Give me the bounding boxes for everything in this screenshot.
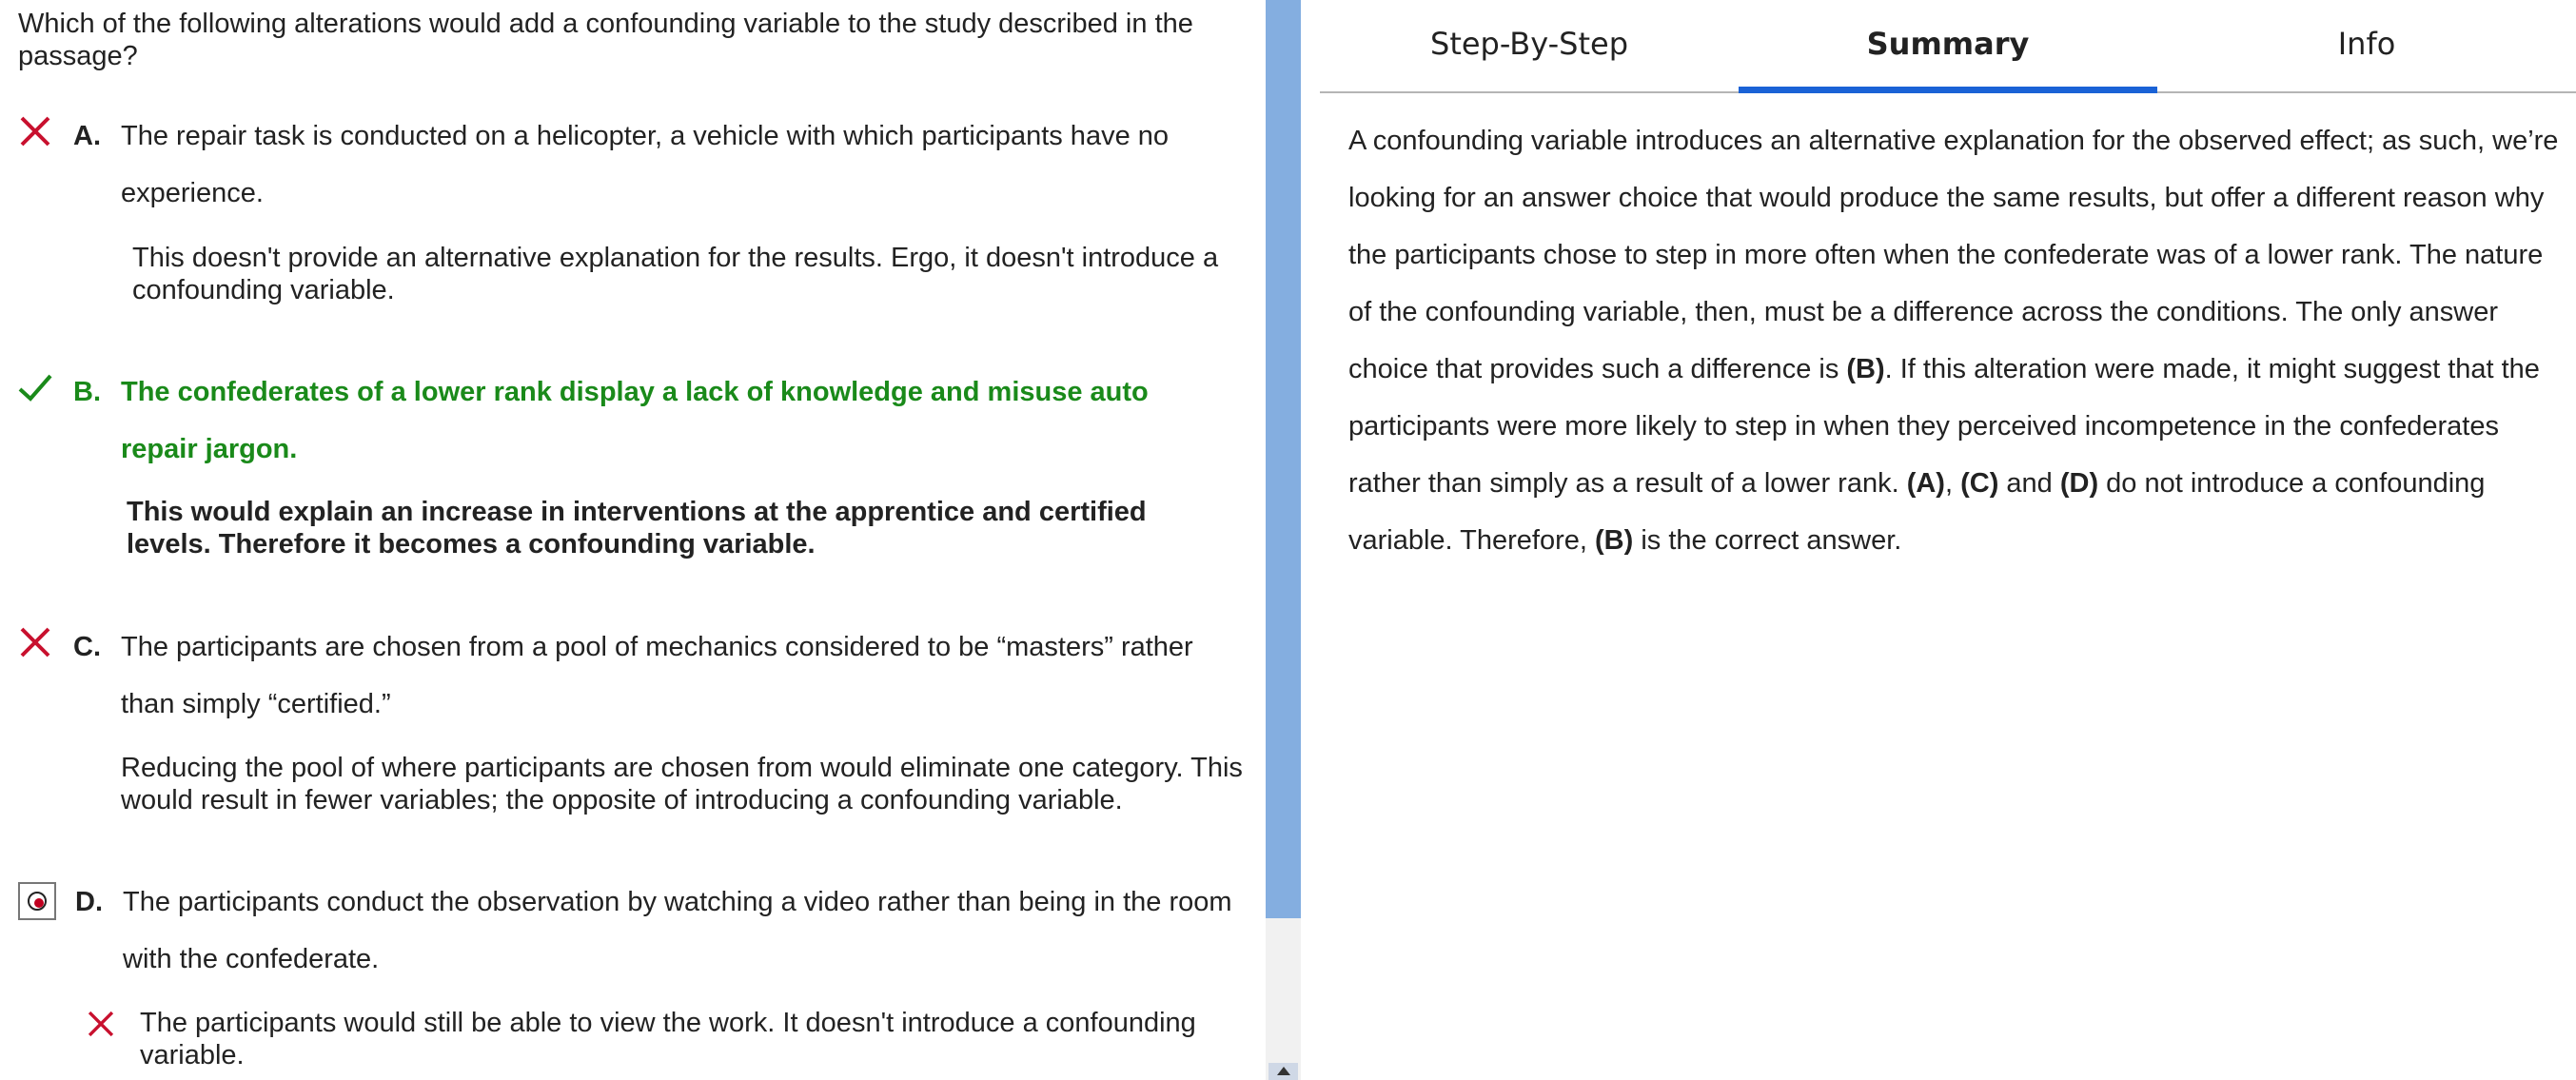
tab-summary[interactable]: Summary xyxy=(1739,0,2157,91)
vertical-scrollbar[interactable] xyxy=(1266,0,1301,1080)
answer-text: The repair task is conducted on a helicopter, a vehicle with which participants have no experience. xyxy=(121,121,1170,208)
summary-answer-ref: (A) xyxy=(1906,468,1945,499)
incorrect-x-icon xyxy=(16,112,54,150)
summary-part: do not introduce a confounding variable. Therefore, xyxy=(1348,468,2486,556)
scroll-up-arrow-icon[interactable] xyxy=(1268,1063,1298,1080)
answer-explanation: The participants would still be able to view the work. It doesn't introduce a confounding variable. xyxy=(140,1008,1196,1070)
selected-radio-button[interactable] xyxy=(18,882,56,920)
summary-part: and xyxy=(1998,468,2060,499)
answer-explanation: This would explain an increase in interventions at the apprentice and certified levels. Therefore it becomes a confounding variable. xyxy=(127,497,1147,560)
summary-answer-ref: (B) xyxy=(1595,525,1634,556)
answer-letter: C. xyxy=(73,632,101,662)
answer-letter: D. xyxy=(75,887,103,917)
summary-part: . If this alteration were made, it might suggest that the participants were more likely to step in when they perceived incompetence in the confederates rather than simply as a result of a lower rank. xyxy=(1348,354,2540,499)
summary-part: is the correct answer. xyxy=(1633,525,1902,556)
explanation-panel xyxy=(1301,0,2576,1080)
question-panel xyxy=(0,0,1266,1080)
scrollbar-thumb[interactable] xyxy=(1266,0,1301,918)
question-text: Which of the following alterations would add a confounding variable to the study described in the passage? xyxy=(18,9,1193,71)
incorrect-x-icon xyxy=(85,1008,117,1040)
summary-part: , xyxy=(1944,468,1961,499)
answer-letter: A. xyxy=(73,121,101,151)
answer-explanation: This doesn't provide an alternative explanation for the results. Ergo, it doesn't introduce a confounding variable. xyxy=(132,243,1219,305)
tab-bar xyxy=(1320,0,2576,93)
summary-answer-ref: (D) xyxy=(2059,468,2099,499)
radio-ring-icon xyxy=(28,892,47,911)
summary-part: A confounding variable introduces an alternative explanation for the observed effect; as such, we’re looking for an answer choice that would produce the same results, but offer a different reason why the participants chose to step in more often when the confederate was of a lower rank. The nature of the confounding variable, then, must be a difference across the conditions. The only answer choice that provides such a difference is xyxy=(1348,126,2559,384)
summary-answer-ref: (B) xyxy=(1846,354,1885,384)
answer-text: The participants conduct the observation by watching a video rather than being in the room with the confederate. xyxy=(123,887,1232,974)
tab-step-by-step[interactable]: Step-By-Step xyxy=(1430,26,1628,62)
radio-dot-icon xyxy=(34,898,44,908)
summary-text xyxy=(1348,112,2566,569)
incorrect-x-icon xyxy=(16,623,54,661)
tab-info[interactable]: Info xyxy=(2337,26,2396,62)
answer-letter: B. xyxy=(73,377,101,407)
correct-check-icon xyxy=(16,368,54,406)
answer-text: The confederates of a lower rank display a lack of knowledge and misuse auto repair jargon. xyxy=(121,377,1149,464)
answer-text: The participants are chosen from a pool of mechanics considered to be “masters” rather than simply “certified.” xyxy=(121,632,1193,719)
summary-answer-ref: (C) xyxy=(1960,468,1999,499)
answer-explanation: Reducing the pool of where participants are chosen from would eliminate one category. This would result in fewer variables; the opposite of introducing a confounding variable. xyxy=(121,753,1243,815)
